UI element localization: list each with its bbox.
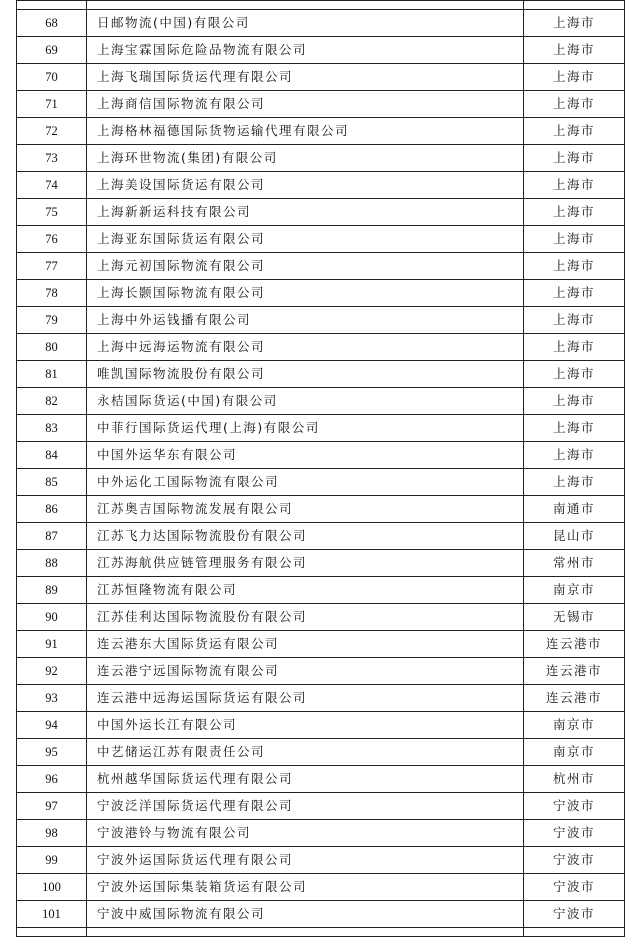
row-number-cell: 71 xyxy=(17,91,87,118)
company-name-cell: 杭州越华国际货运代理有限公司 xyxy=(87,766,524,793)
company-name-cell: 宁波港铃与物流有限公司 xyxy=(87,820,524,847)
row-number-cell: 94 xyxy=(17,712,87,739)
city-cell: 南京市 xyxy=(524,712,625,739)
city-cell: 上海市 xyxy=(524,415,625,442)
row-number-cell: 76 xyxy=(17,226,87,253)
table-row xyxy=(17,577,625,604)
company-name-cell: 上海新新运科技有限公司 xyxy=(87,199,524,226)
company-name-cell: 上海美设国际货运有限公司 xyxy=(87,172,524,199)
row-number-cell: 69 xyxy=(17,37,87,64)
city-cell: 上海市 xyxy=(524,307,625,334)
company-name-cell: 上海飞瑞国际货运代理有限公司 xyxy=(87,64,524,91)
company-name-cell: 江苏飞力达国际物流股份有限公司 xyxy=(87,523,524,550)
city-cell: 上海市 xyxy=(524,91,625,118)
row-number-cell: 74 xyxy=(17,172,87,199)
city-cell: 上海市 xyxy=(524,199,625,226)
company-name-cell: 连云港中远海运国际货运有限公司 xyxy=(87,685,524,712)
company-name-cell: 江苏佳利达国际物流股份有限公司 xyxy=(87,604,524,631)
row-number-cell: 86 xyxy=(17,496,87,523)
table-row xyxy=(17,442,625,469)
table-row xyxy=(17,658,625,685)
city-cell: 上海市 xyxy=(524,361,625,388)
row-number-cell: 98 xyxy=(17,820,87,847)
row-number-cell: 97 xyxy=(17,793,87,820)
row-number-cell: 87 xyxy=(17,523,87,550)
table-row xyxy=(17,631,625,658)
row-number-cell: 99 xyxy=(17,847,87,874)
company-name-cell: 宁波中威国际物流有限公司 xyxy=(87,901,524,928)
company-table-body xyxy=(17,1,625,937)
row-number-cell: 75 xyxy=(17,199,87,226)
company-name-cell: 上海中远海运物流有限公司 xyxy=(87,334,524,361)
table-row-partial xyxy=(17,1,625,10)
table-row xyxy=(17,307,625,334)
row-number-cell: 101 xyxy=(17,901,87,928)
company-name-cell: 宁波外运国际集装箱货运有限公司 xyxy=(87,874,524,901)
table-row xyxy=(17,874,625,901)
company-name-cell: 江苏恒隆物流有限公司 xyxy=(87,577,524,604)
row-number-cell: 91 xyxy=(17,631,87,658)
city-cell: 宁波市 xyxy=(524,874,625,901)
city-cell xyxy=(524,1,625,10)
company-name-cell xyxy=(87,1,524,10)
city-cell: 上海市 xyxy=(524,64,625,91)
table-row xyxy=(17,739,625,766)
city-cell: 南京市 xyxy=(524,739,625,766)
table-row xyxy=(17,253,625,280)
row-number-cell: 78 xyxy=(17,280,87,307)
company-name-cell: 中国外运长江有限公司 xyxy=(87,712,524,739)
company-name-cell: 上海中外运钱播有限公司 xyxy=(87,307,524,334)
table-row xyxy=(17,361,625,388)
row-number-cell: 96 xyxy=(17,766,87,793)
table-row xyxy=(17,64,625,91)
table-row xyxy=(17,199,625,226)
table-row xyxy=(17,685,625,712)
table-row xyxy=(17,415,625,442)
city-cell: 上海市 xyxy=(524,469,625,496)
row-number-cell: 82 xyxy=(17,388,87,415)
row-number-cell: 89 xyxy=(17,577,87,604)
company-name-cell: 连云港宁远国际物流有限公司 xyxy=(87,658,524,685)
table-row xyxy=(17,523,625,550)
row-number-cell: 84 xyxy=(17,442,87,469)
table-row xyxy=(17,226,625,253)
company-name-cell: 江苏海航供应链管理服务有限公司 xyxy=(87,550,524,577)
row-number-cell: 68 xyxy=(17,10,87,37)
row-number-cell: 93 xyxy=(17,685,87,712)
row-number-cell: 73 xyxy=(17,145,87,172)
city-cell: 上海市 xyxy=(524,172,625,199)
table-row xyxy=(17,334,625,361)
row-number-cell: 90 xyxy=(17,604,87,631)
city-cell: 上海市 xyxy=(524,334,625,361)
city-cell: 上海市 xyxy=(524,10,625,37)
company-list-sheet xyxy=(16,0,624,937)
city-cell: 上海市 xyxy=(524,253,625,280)
table-row xyxy=(17,145,625,172)
table-row xyxy=(17,91,625,118)
company-name-cell: 宁波外运国际货运代理有限公司 xyxy=(87,847,524,874)
row-number-cell: 88 xyxy=(17,550,87,577)
company-name-cell: 永桔国际货运(中国)有限公司 xyxy=(87,388,524,415)
table-row xyxy=(17,820,625,847)
city-cell: 常州市 xyxy=(524,550,625,577)
city-cell: 连云港市 xyxy=(524,631,625,658)
company-name-cell: 唯凯国际物流股份有限公司 xyxy=(87,361,524,388)
table-row xyxy=(17,712,625,739)
table-row xyxy=(17,550,625,577)
table-row xyxy=(17,10,625,37)
city-cell: 上海市 xyxy=(524,280,625,307)
company-name-cell: 中外运化工国际物流有限公司 xyxy=(87,469,524,496)
table-row xyxy=(17,172,625,199)
company-name-cell: 上海环世物流(集团)有限公司 xyxy=(87,145,524,172)
table-row xyxy=(17,280,625,307)
city-cell: 南通市 xyxy=(524,496,625,523)
table-row xyxy=(17,37,625,64)
company-name-cell: 上海宝霖国际危险品物流有限公司 xyxy=(87,37,524,64)
company-name-cell: 中国外运华东有限公司 xyxy=(87,442,524,469)
city-cell: 连云港市 xyxy=(524,658,625,685)
city-cell xyxy=(524,928,625,937)
table-row xyxy=(17,604,625,631)
company-name-cell: 上海格林福德国际货物运输代理有限公司 xyxy=(87,118,524,145)
city-cell: 上海市 xyxy=(524,118,625,145)
company-name-cell: 宁波泛洋国际货运代理有限公司 xyxy=(87,793,524,820)
city-cell: 上海市 xyxy=(524,442,625,469)
city-cell: 宁波市 xyxy=(524,793,625,820)
company-name-cell: 中菲行国际货运代理(上海)有限公司 xyxy=(87,415,524,442)
company-name-cell: 日邮物流(中国)有限公司 xyxy=(87,10,524,37)
company-name-cell: 上海元初国际物流有限公司 xyxy=(87,253,524,280)
city-cell: 无锡市 xyxy=(524,604,625,631)
table-row xyxy=(17,793,625,820)
city-cell: 南京市 xyxy=(524,577,625,604)
city-cell: 连云港市 xyxy=(524,685,625,712)
company-name-cell: 上海亚东国际货运有限公司 xyxy=(87,226,524,253)
table-row-partial xyxy=(17,928,625,937)
row-number-cell: 100 xyxy=(17,874,87,901)
city-cell: 上海市 xyxy=(524,145,625,172)
row-number-cell: 81 xyxy=(17,361,87,388)
row-number-cell xyxy=(17,1,87,10)
company-name-cell: 中艺储运江苏有限责任公司 xyxy=(87,739,524,766)
company-name-cell: 上海商信国际物流有限公司 xyxy=(87,91,524,118)
city-cell: 宁波市 xyxy=(524,901,625,928)
company-name-cell xyxy=(87,928,524,937)
row-number-cell: 79 xyxy=(17,307,87,334)
city-cell: 杭州市 xyxy=(524,766,625,793)
company-table xyxy=(16,0,625,937)
row-number-cell: 72 xyxy=(17,118,87,145)
city-cell: 上海市 xyxy=(524,37,625,64)
row-number-cell xyxy=(17,928,87,937)
row-number-cell: 85 xyxy=(17,469,87,496)
table-row xyxy=(17,388,625,415)
row-number-cell: 92 xyxy=(17,658,87,685)
city-cell: 上海市 xyxy=(524,388,625,415)
row-number-cell: 95 xyxy=(17,739,87,766)
table-row xyxy=(17,766,625,793)
row-number-cell: 83 xyxy=(17,415,87,442)
table-row xyxy=(17,847,625,874)
company-name-cell: 连云港东大国际货运有限公司 xyxy=(87,631,524,658)
row-number-cell: 80 xyxy=(17,334,87,361)
company-name-cell: 江苏奥吉国际物流发展有限公司 xyxy=(87,496,524,523)
table-row xyxy=(17,469,625,496)
table-row xyxy=(17,901,625,928)
row-number-cell: 70 xyxy=(17,64,87,91)
city-cell: 宁波市 xyxy=(524,820,625,847)
table-row xyxy=(17,118,625,145)
city-cell: 上海市 xyxy=(524,226,625,253)
city-cell: 宁波市 xyxy=(524,847,625,874)
table-row xyxy=(17,496,625,523)
city-cell: 昆山市 xyxy=(524,523,625,550)
company-name-cell: 上海长颢国际物流有限公司 xyxy=(87,280,524,307)
row-number-cell: 77 xyxy=(17,253,87,280)
